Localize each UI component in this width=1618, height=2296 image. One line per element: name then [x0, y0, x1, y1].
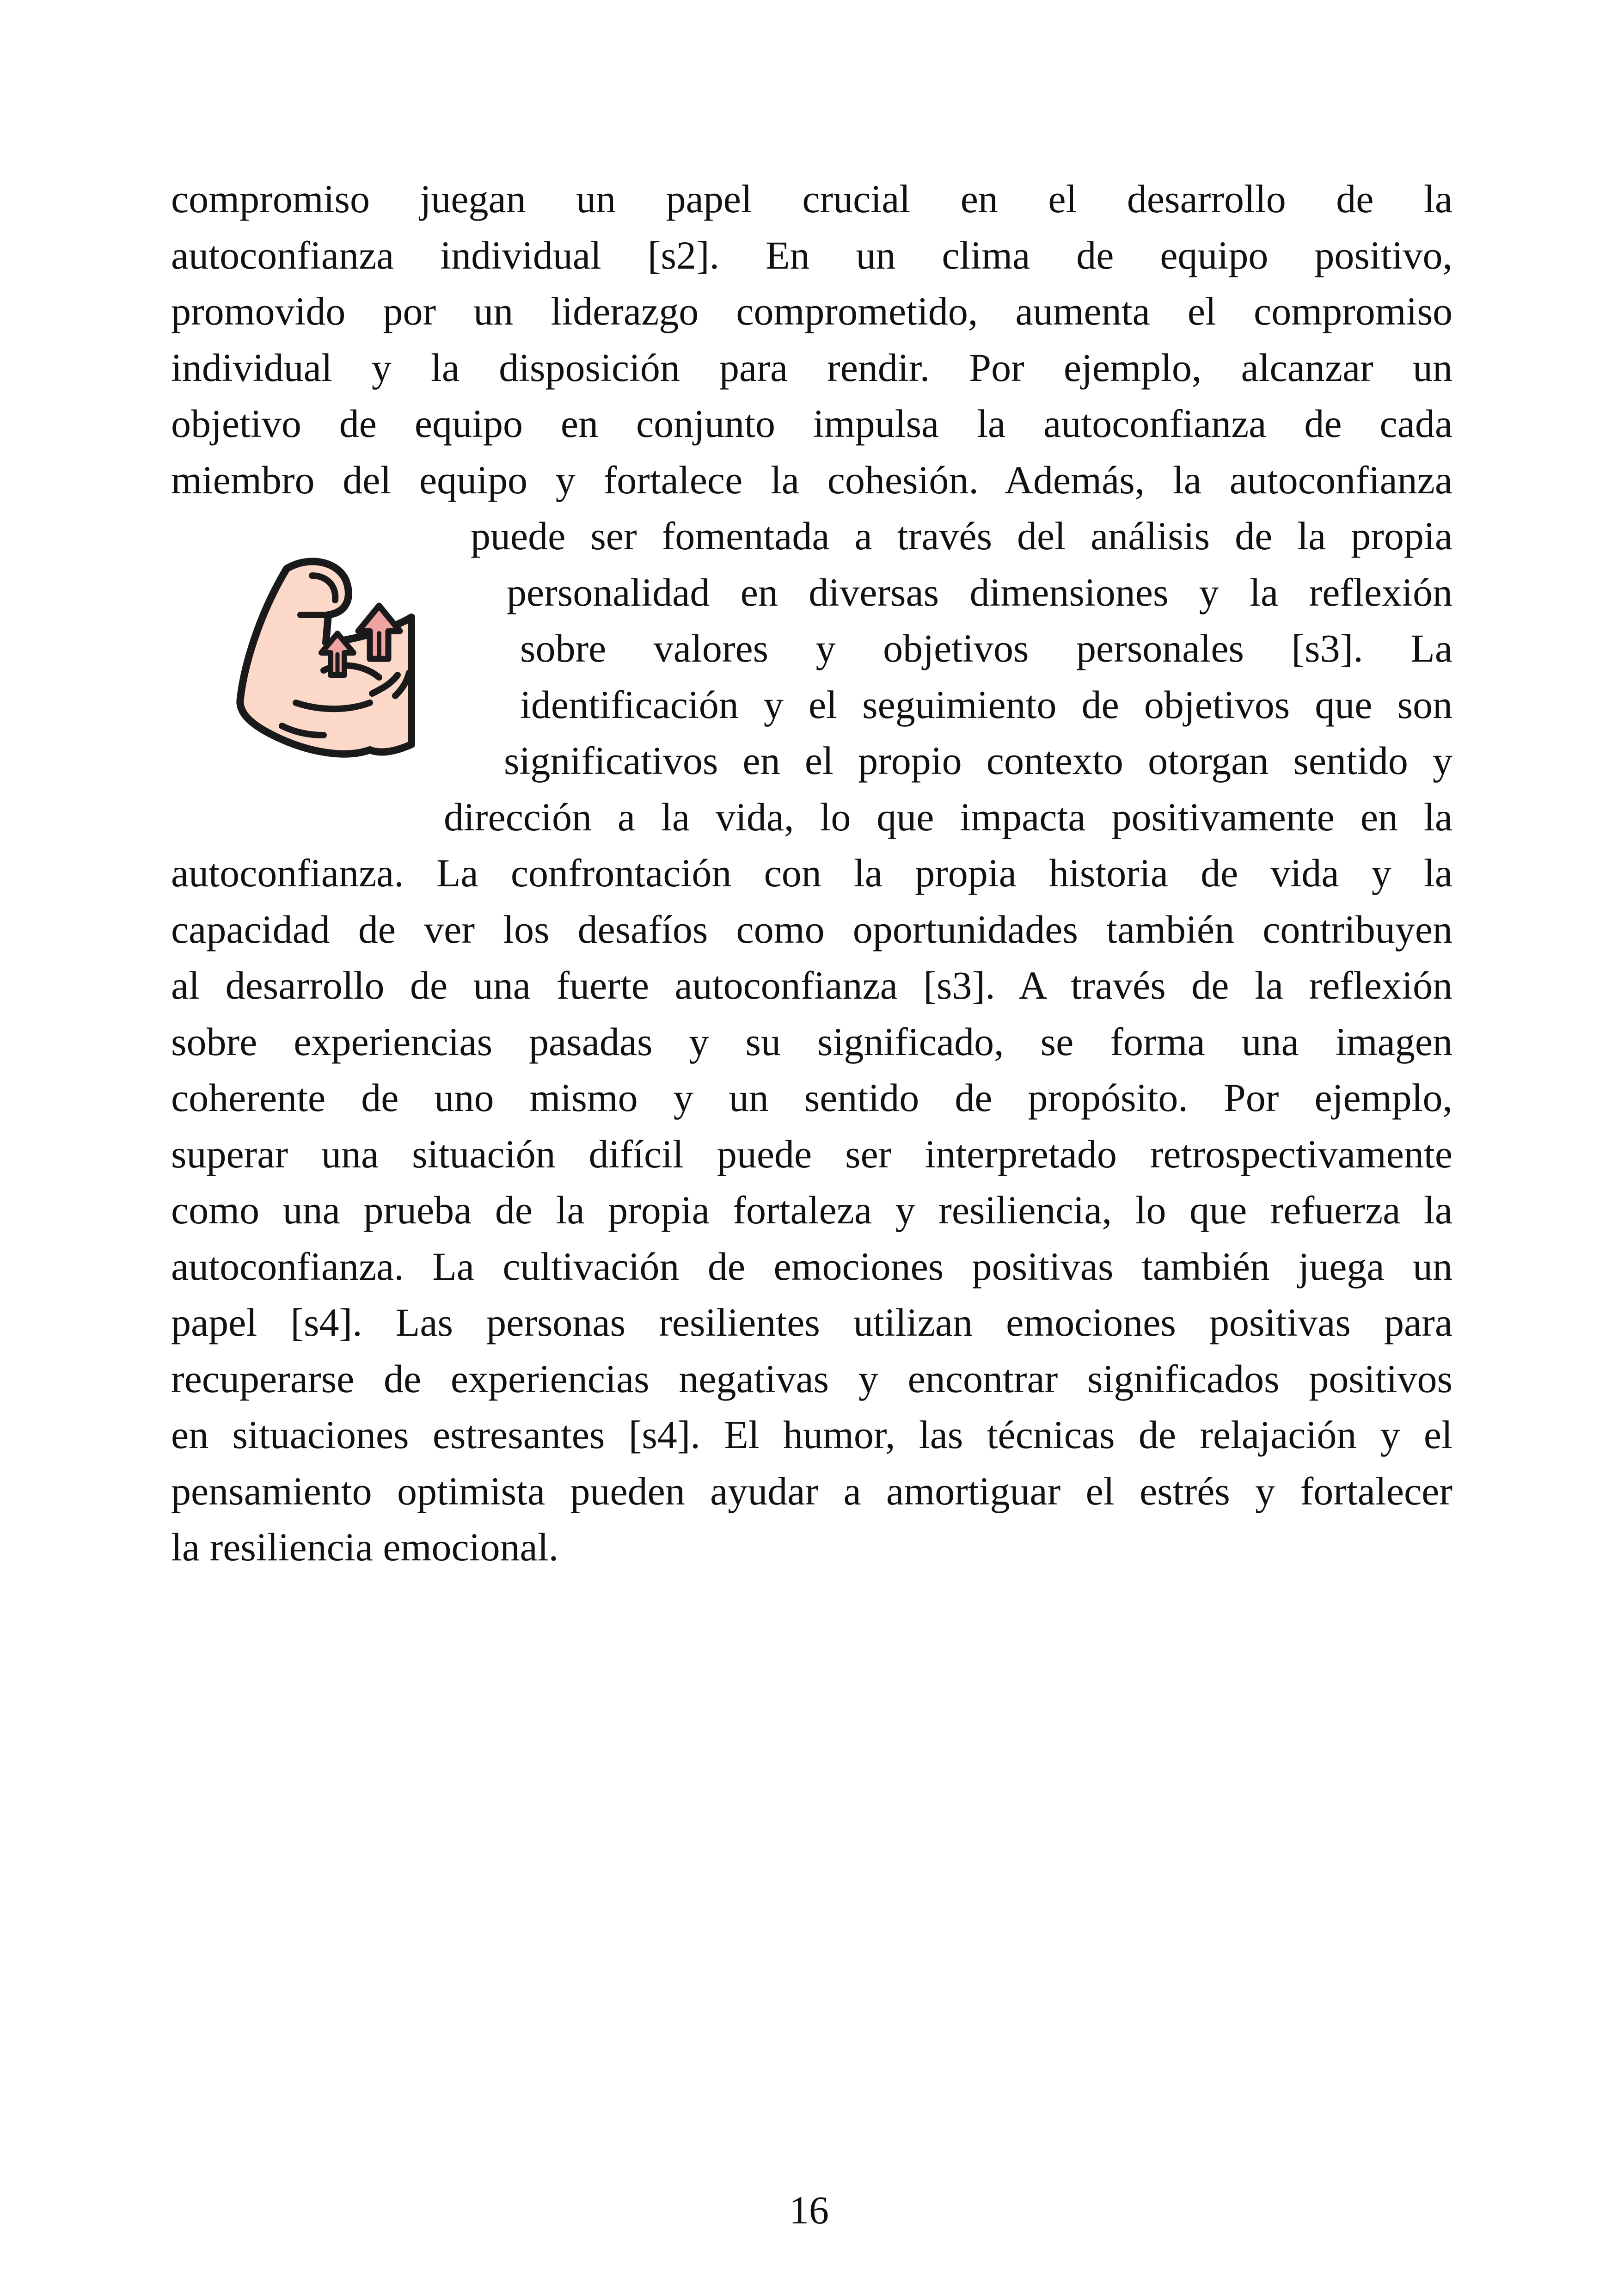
body-line: pensamiento optimista pueden ayudar a amortiguar el estrés y fortalecer — [171, 1468, 1453, 1513]
body-line: significativos en el propio contexto otorgan sentido y — [504, 738, 1453, 783]
body-line: dirección a la vida, lo que impacta positivamente en la — [444, 794, 1453, 839]
body-text — [171, 171, 1453, 1576]
body-line: superar una situación difícil puede ser interpretado retrospectivamente — [171, 1131, 1453, 1176]
body-line: sobre valores y objetivos personales [s3]. La — [520, 626, 1453, 670]
body-line: sobre experiencias pasadas y su significado, se forma una imagen — [171, 1019, 1453, 1064]
body-line: como una prueba de la propia fortaleza y resiliencia, lo que refuerza la — [171, 1188, 1453, 1232]
body-line: coherente de uno mismo y un sentido de propósito. Por ejemplo, — [171, 1075, 1453, 1120]
body-line: compromiso juegan un papel crucial en el desarrollo de la — [171, 177, 1453, 221]
body-line: miembro del equipo y fortalece la cohesión. Además, la autoconfianza — [171, 457, 1453, 502]
body-line: objetivo de equipo en conjunto impulsa la autoconfianza de cada — [171, 401, 1453, 446]
flexed-arm-growth-icon — [231, 550, 425, 791]
body-line: autoconfianza. La cultivación de emociones positivas también juega un — [171, 1244, 1453, 1289]
body-line: autoconfianza individual [s2]. En un clima de equipo positivo, — [171, 233, 1453, 277]
body-line: autoconfianza. La confrontación con la propia historia de vida y la — [171, 851, 1453, 895]
body-line: en situaciones estresantes [s4]. El humor, las técnicas de relajación y el — [171, 1412, 1453, 1457]
body-line: puede ser fomentada a través del análisis de la propia — [471, 514, 1453, 558]
body-line: recuperarse de experiencias negativas y encontrar significados positivos — [171, 1356, 1453, 1401]
page-number: 16 — [789, 2188, 829, 2232]
body-line: promovido por un liderazgo comprometido, aumenta el compromiso — [171, 289, 1453, 333]
body-line: papel [s4]. Las personas resilientes utilizan emociones positivas para — [171, 1300, 1453, 1344]
body-line: personalidad en diversas dimensiones y la reflexión — [507, 570, 1453, 614]
body-line: la resiliencia emocional. — [171, 1525, 559, 1569]
body-line: capacidad de ver los desafíos como oportunidades también contribuyen — [171, 907, 1453, 952]
body-line: individual y la disposición para rendir. Por ejemplo, alcanzar un — [171, 345, 1453, 390]
body-line: identificación y el seguimiento de objetivos que son — [520, 682, 1453, 727]
body-line: al desarrollo de una fuerte autoconfianza [s3]. A través de la reflexión — [171, 963, 1453, 1007]
